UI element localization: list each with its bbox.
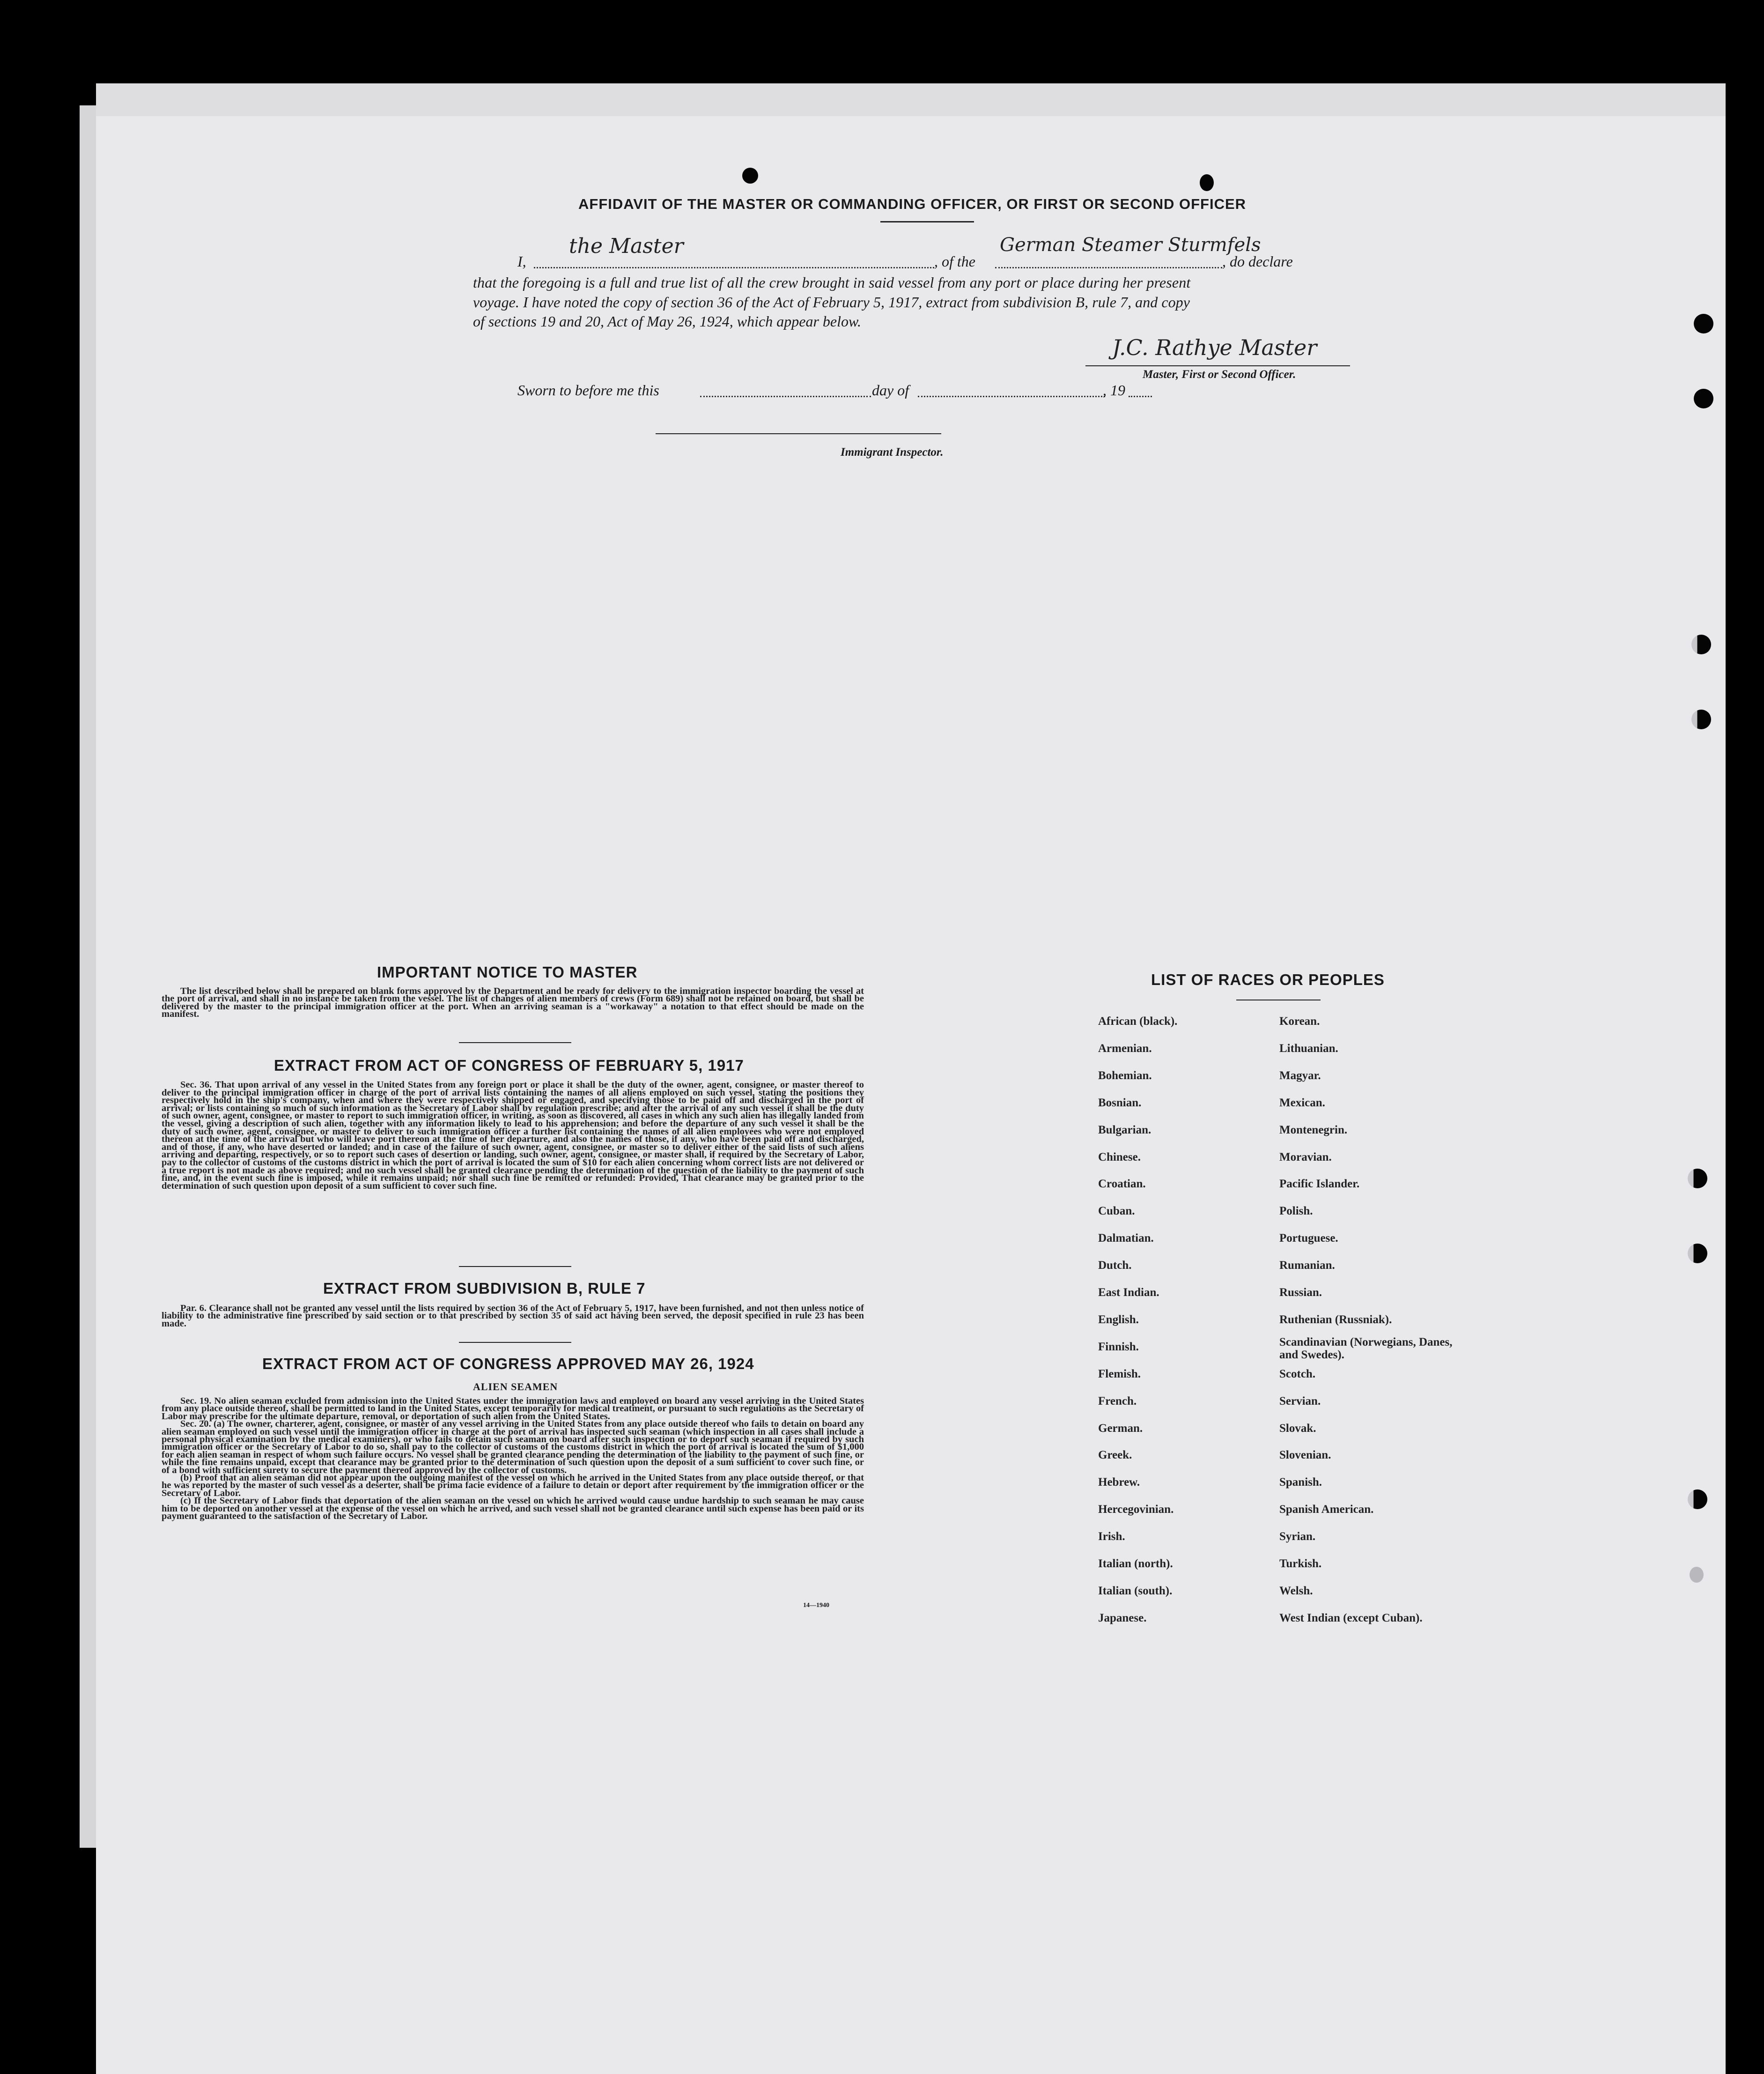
- race-entry: Cuban.: [1098, 1205, 1135, 1218]
- affidavit-title: AFFIDAVIT OF THE MASTER OR COMMANDING OFFICER, OR FIRST OR SECOND OFFICER: [578, 196, 1247, 212]
- race-entry: Bulgarian.: [1098, 1123, 1151, 1136]
- inspector-caption: Immigrant Inspector.: [841, 446, 944, 459]
- race-entry: Magyar.: [1279, 1069, 1321, 1082]
- form-number: 14—1940: [803, 1602, 829, 1609]
- race-entry: Moravian.: [1279, 1150, 1332, 1163]
- race-entry: Greek.: [1098, 1449, 1132, 1462]
- underlying-sheet-edge-left: [80, 105, 97, 1848]
- rule-7-paragraph: Par. 6. Clearance shall not be granted any vessel until the lists required by section 36 of the Act of February 5, 1917, have been furnished, and not then unless notice of liability to the administrative fine prescribed by said section or to that prescribed by section 35 of said act having been served, the deposit specified in rule 23 has been made.: [162, 1303, 864, 1329]
- punch-hole: [1694, 314, 1713, 333]
- section-19-paragraph: Sec. 19. No alien seaman excluded from admission into the United States under the immigration laws and employed on board any vessel arriving in the United States from any place outside thereof, shall be permitted to land in the United States, except temporarily for medical treatment, or pursuant to such regulations as the Secretary of Labor may prescribe for the ultimate departure, removal, or deportation of such alien from the United States.: [162, 1396, 864, 1422]
- race-entry: Korean.: [1279, 1015, 1320, 1028]
- race-entry: Hebrew.: [1098, 1476, 1140, 1489]
- race-entry: French.: [1098, 1394, 1137, 1407]
- name-blank: [534, 267, 934, 268]
- race-entry: Scotch.: [1279, 1367, 1316, 1380]
- sheet-top-edge: [96, 83, 1726, 116]
- extract-1917-title: EXTRACT FROM ACT OF CONGRESS OF FEBRUARY 5, 1917: [274, 1057, 744, 1074]
- affidavit-line-3: voyage. I have noted the copy of section 36 of the Act of February 5, 1917, extract from subdivision B, rule 7, and copy: [473, 294, 1190, 311]
- notice-paragraph: The list described below shall be prepared on blank forms approved by the Department and be ready for delivery to the immigration inspector boarding the vessel at the port of arrival, and shall in no instance be taken from the vessel. The list of changes of alien members of crews (Form 689) shall not be retained on board, but shall be delivered by the master to the principal immigration officer at the port. When an arriving seaman is a "workaway" a notation to that effect should be made on the manifest.: [162, 986, 864, 1019]
- race-entry: Spanish.: [1279, 1476, 1322, 1489]
- section-divider: [459, 1342, 571, 1343]
- race-entry: Chinese.: [1098, 1150, 1141, 1163]
- race-entry: East Indian.: [1098, 1286, 1159, 1299]
- punch-hole: [1688, 1169, 1707, 1188]
- year-label: , 19: [1103, 382, 1125, 399]
- sworn-day-blank: [700, 396, 871, 397]
- handwritten-vessel: German Steamer Sturmfels: [1000, 234, 1261, 256]
- master-signature: J.C. Rathye Master: [1112, 335, 1317, 360]
- punch-hole: [1688, 1489, 1707, 1509]
- section-divider: [459, 1266, 571, 1267]
- punch-hole: [1690, 1567, 1704, 1583]
- vessel-blank: [995, 267, 1222, 268]
- title-underline: [880, 221, 974, 222]
- notice-title: IMPORTANT NOTICE TO MASTER: [377, 963, 638, 981]
- race-entry: Turkish.: [1279, 1557, 1322, 1570]
- extract-1924-title: EXTRACT FROM ACT OF CONGRESS APPROVED MAY 26, 1924: [262, 1355, 754, 1372]
- race-entry: Italian (north).: [1098, 1557, 1173, 1570]
- sworn-label: Sworn to before me this: [517, 382, 659, 399]
- race-entry: Dutch.: [1098, 1259, 1132, 1272]
- race-entry: Finnish.: [1098, 1340, 1139, 1353]
- affidavit-i-label: I,: [517, 253, 526, 270]
- rule-7-text: [162, 1304, 864, 1327]
- extract-1917-text: [162, 1081, 864, 1190]
- inspector-signature-line: [656, 433, 941, 434]
- affidavit-line-2: that the foregoing is a full and true list of all the crew brought in said vessel from any port or place during her present: [473, 274, 1191, 291]
- punch-hole: [742, 168, 758, 184]
- race-entry: Hercegovinian.: [1098, 1503, 1174, 1516]
- race-entry: Slovenian.: [1279, 1449, 1331, 1462]
- section-20c-paragraph: (c) If the Secretary of Labor finds that deportation of the alien seaman on the vessel on which he arrived would cause undue hardship to such seaman he may cause him to be deported on another vessel at the expense of the vessel on which he arrived, and such vessel shall not be granted clearance until such expense has been paid or its payment guaranteed to the satisfaction of the Secretary of Labor.: [162, 1496, 864, 1522]
- race-entry: Slovak.: [1279, 1422, 1316, 1435]
- race-entry: Pacific Islander.: [1279, 1178, 1360, 1191]
- race-entry: Polish.: [1279, 1205, 1313, 1218]
- punch-hole: [1691, 635, 1711, 654]
- race-entry: Bosnian.: [1098, 1096, 1142, 1109]
- race-entry: Spanish American.: [1279, 1503, 1374, 1516]
- sworn-month-blank: [918, 396, 1105, 397]
- race-entry: German.: [1098, 1422, 1143, 1435]
- race-entry: Scandinavian (Norwegians, Danes, and Swedes).: [1279, 1335, 1453, 1361]
- signature-caption: Master, First or Second Officer.: [1143, 368, 1296, 381]
- signature-line: [1085, 365, 1350, 366]
- race-entry: Portuguese.: [1279, 1232, 1338, 1245]
- race-entry: Flemish.: [1098, 1367, 1141, 1380]
- race-entry: Servian.: [1279, 1394, 1321, 1407]
- race-entry: Russian.: [1279, 1286, 1322, 1299]
- race-entry: Montenegrin.: [1279, 1123, 1348, 1136]
- race-entry: English.: [1098, 1313, 1139, 1326]
- notice-text: [162, 987, 864, 1018]
- section-20b-paragraph: (b) Proof that an alien seaman did not appear upon the outgoing manifest of the vessel on which he arrived in the United States from any place outside thereof, or that he was reported by the master of such vessel as a deserter, shall be prima facie evidence of a failure to detain or deport after requirement by the immigration officer or the Secretary of Labor.: [162, 1473, 864, 1498]
- section-20a-paragraph: Sec. 20. (a) The owner, charterer, agent, consignee, or master of any vessel arriving in the United States from any place outside thereof who fails to detain on board any alien seaman employed on such vessel until the immigration officer in charge at the port of arrival has inspected such seaman (which inspection in all cases shall include a personal physical examination by the medical examiners), or who fails to detain such seaman on board after such inspection or to deport such seaman if required by such immigration officer or the Secretary of Labor to do so, shall pay to the collector of customs of the customs district in which the port of arrival is located the sum of $1,000 for each alien seaman in respect of whom such failure occurs. No vessel shall be granted clearance pending the determination of the liability to the payment of such fine, or while the fine remains unpaid, except that clearance may be granted prior to the determination of such question upon the deposit of a sum sufficient to cover such fine, or of a bond with sufficient surety to secure the payment thereof approved by the collector of customs.: [162, 1419, 864, 1475]
- race-entry: Rumanian.: [1279, 1259, 1335, 1272]
- extract-1924-text: [162, 1397, 864, 1520]
- alien-seamen-subtitle: ALIEN SEAMEN: [473, 1381, 558, 1393]
- of-the-label: , of the: [934, 253, 975, 270]
- race-entry: Dalmatian.: [1098, 1232, 1154, 1245]
- section-36-paragraph: Sec. 36. That upon arrival of any vessel in the United States from any foreign port or place it shall be the duty of the owner, agent, consignee, or master thereof to deliver to the principal immigration officer in charge of the port of arrival lists containing the names of all aliens employed on such vessel, stating the positions they respectively hold in the ship's company, when and where they were respectively shipped or engaged, and specifying those to be paid off and discharged in the port of arrival; or lists containing so much of such information as the Secretary of Labor shall by regulation prescribe; and after the arrival of any such vessel it shall be the duty of such owner, agent, consignee, or master to report to such immigration officer, in writing, as soon as discovered, all cases in which any such alien has illegally landed from the vessel, giving a description of such alien, together with any information likely to lead to his apprehension; and before the departure of any such vessel it shall be the duty of such owner, agent, consignee, or master to deliver to such immigration officer a further list containing the names of all alien employees who were not employed thereon at the time of the arrival but who will leave port thereon at the time of her departure, and also the names of those, if any, who have been paid off and discharged, and of those, if any, who have deserted or landed; and in case of the failure of such owner, agent, consignee, or master so to deliver either of the said lists of such aliens arriving and departing, respectively, or so to report such cases of desertion or landing, such owner, agent, consignee, or master shall, if required by the Secretary of Labor, pay to the collector of customs of the customs district in which the port of arrival is located the sum of $10 for each alien concerning whom correct lists are not delivered or a true report is not made as above required; and no such vessel shall be granted clearance pending the determination of the question of the liability to the payment of such fine, and, in the event such fine is imposed, while it remains unpaid; nor shall such fine be remitted or refunded: Provided, That clearance may be granted prior to the determination of such question upon deposit of a sum sufficient to cover such fine.: [162, 1080, 864, 1191]
- document-sheet: [96, 83, 1726, 2074]
- race-entry: African (black).: [1098, 1015, 1178, 1028]
- race-entry: Mexican.: [1279, 1096, 1325, 1109]
- punch-hole: [1200, 174, 1214, 191]
- punch-hole: [1688, 1244, 1707, 1263]
- race-entry: Armenian.: [1098, 1042, 1152, 1055]
- do-declare-label: , do declare: [1222, 253, 1293, 270]
- race-entry: Bohemian.: [1098, 1069, 1152, 1082]
- race-entry: Syrian.: [1279, 1530, 1316, 1543]
- race-entry: Italian (south).: [1098, 1584, 1173, 1597]
- race-entry: Welsh.: [1279, 1584, 1313, 1597]
- race-entry: Ruthenian (Russniak).: [1279, 1313, 1392, 1326]
- day-of-label: day of: [872, 382, 909, 399]
- handwritten-name: the Master: [569, 234, 684, 258]
- race-entry: Croatian.: [1098, 1178, 1146, 1191]
- sworn-year-blank: [1129, 396, 1152, 397]
- section-divider: [459, 1042, 571, 1043]
- punch-hole: [1691, 710, 1711, 729]
- race-entry: Irish.: [1098, 1530, 1125, 1543]
- races-title: LIST OF RACES OR PEOPLES: [1151, 971, 1385, 988]
- rule-7-title: EXTRACT FROM SUBDIVISION B, RULE 7: [323, 1280, 646, 1297]
- race-entry: Japanese.: [1098, 1611, 1147, 1624]
- race-entry: West Indian (except Cuban).: [1279, 1611, 1423, 1624]
- punch-hole: [1694, 389, 1713, 408]
- race-entry: Lithuanian.: [1279, 1042, 1338, 1055]
- affidavit-line-4: of sections 19 and 20, Act of May 26, 1924, which appear below.: [473, 313, 861, 330]
